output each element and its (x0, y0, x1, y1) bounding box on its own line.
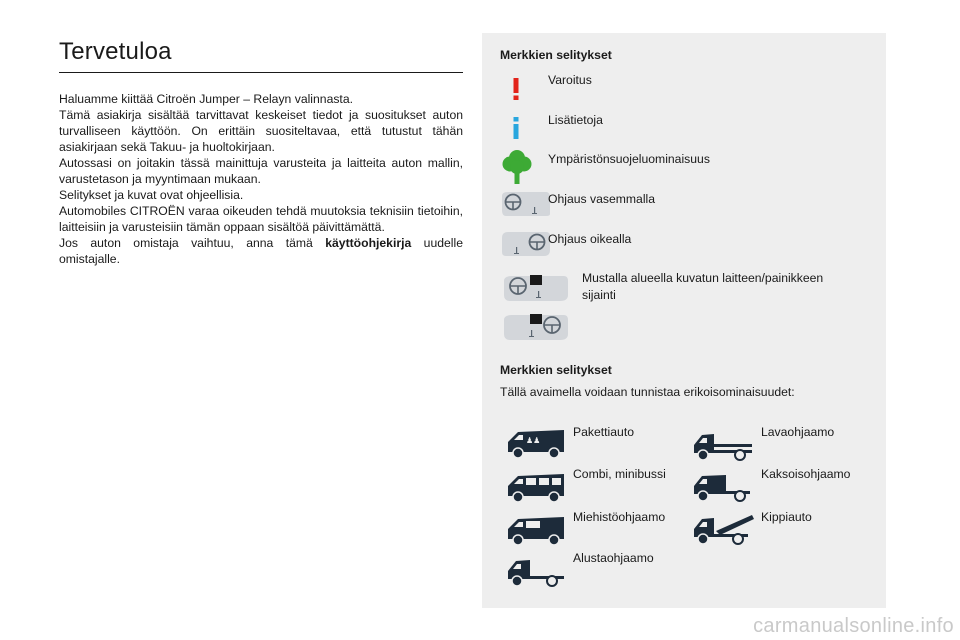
chassis-cab-icon (504, 555, 568, 589)
dashboard-location-icon (502, 273, 570, 303)
legend-label-rhd: Ohjaus oikealla (548, 232, 632, 246)
legend-panel (482, 33, 886, 608)
legend-label-info: Lisätietoja (548, 113, 603, 127)
info-icon (508, 115, 524, 141)
intro-paragraph: Automobiles CITROËN varaa oikeuden tehdä muutoksia teknisiin tietoihin, laitteisiin ja varusteisiin tämän oppaan sisältöä päivittämättä. (59, 204, 463, 234)
legend-label-warning: Varoitus (548, 73, 592, 87)
vehicles-subtitle: Tällä avaimella voidaan tunnistaa erikoisominaisuudet: (500, 385, 795, 399)
title-divider (59, 72, 463, 73)
vehicle-label-minibus: Combi, minibussi (573, 467, 666, 481)
legend-heading: Merkkien selitykset (500, 48, 612, 62)
legend-label-lhd: Ohjaus vasemmalla (548, 192, 656, 206)
intro-paragraph: Selitykset ja kuvat ovat ohjeellisia. (59, 188, 244, 202)
vehicle-label-chassis-cab: Alustaohjaamo (573, 551, 654, 565)
vehicle-label-crew-cab: Miehistöohjaamo (573, 510, 666, 524)
tree-icon (502, 149, 532, 185)
dashboard-location-icon (502, 312, 570, 342)
vehicle-label-tipper: Kippiauto (761, 510, 812, 524)
vehicle-label-double-cab: Kaksoisohjaamo (761, 467, 851, 481)
intro-paragraph: Haluamme kiittää Citroën Jumper – Relayn valinnasta. (59, 92, 353, 106)
exclamation-icon (508, 76, 524, 102)
platform-cab-icon (690, 429, 754, 463)
van-icon (504, 426, 568, 460)
intro-paragraph: Autossasi on joitakin tässä mainittuja varusteita ja laitteita auton mallin, varustetason ja myyntimaan mukaan. (59, 156, 463, 186)
legend-label-location: Mustalla alueella kuvatun laitteen/painikkeen sijainti (582, 271, 824, 302)
watermark: carmanualsonline.info (753, 615, 954, 637)
vehicle-label-platform-cab: Lavaohjaamo (761, 425, 835, 439)
intro-paragraph: Tämä asiakirja sisältää tarvittavat keskeiset tiedot ja suositukset auton turvalliseen käyttöön. On erittäin suositeltavaa, että tutustut tähän asiakirjaan sekä Takuu- ja huoltokirjaan. (59, 108, 463, 154)
left-hand-drive-icon (500, 190, 552, 218)
crew-cab-icon (504, 513, 568, 547)
legend-label-environment: Ympäristönsuojeluominaisuus (548, 152, 710, 166)
vehicles-heading: Merkkien selitykset (500, 363, 612, 377)
right-hand-drive-icon (500, 230, 552, 258)
svg-text:♟♟: ♟♟ (526, 436, 541, 445)
intro-section (59, 38, 463, 267)
minibus-icon (504, 470, 568, 504)
double-cab-icon (690, 470, 754, 504)
intro-paragraph: Jos auton omistaja vaihtuu, anna tämä käyttöohjekirja uudelle omistajalle. (59, 236, 463, 266)
manual-emphasis: käyttöohjekirja (325, 236, 412, 250)
tipper-icon (690, 513, 754, 547)
vehicle-label-van: Pakettiauto (573, 425, 634, 439)
intro-text (59, 91, 463, 267)
page-title: Tervetuloa (59, 38, 172, 65)
